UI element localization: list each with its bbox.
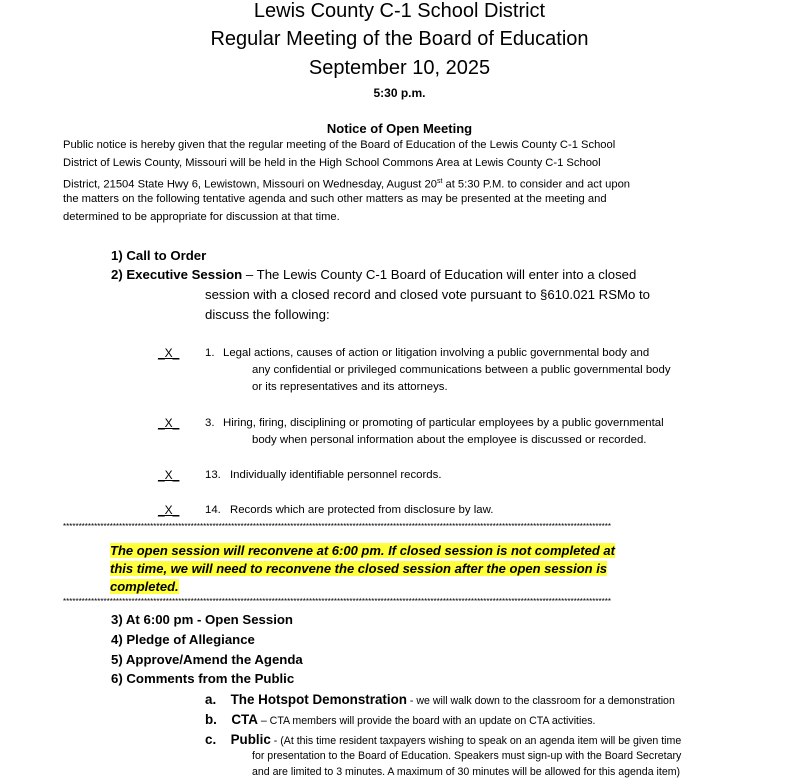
agenda-item-call-to-order: 1) Call to Order (111, 248, 207, 263)
closed-item-1-line-3: or its representatives and its attorneys. (252, 381, 448, 393)
closed-item-13-line-1: Individually identifiable personnel records. (230, 469, 442, 481)
separator-bottom: ******************************************************************************************************************************************************************************** (63, 597, 611, 606)
closed-item-3-line-1: Hiring, firing, disciplining or promoting of particular employees by a public governmental (223, 417, 664, 429)
sub-item-public (205, 731, 681, 749)
notice-heading: Notice of Open Meeting (326, 121, 473, 136)
separator-top: ******************************************************************************************************************************************************************************** (63, 522, 611, 531)
agenda-item-executive-session (111, 267, 636, 282)
notice-line-4: the matters on the following tentative agenda and such other matters as may be presented at the meeting and (63, 193, 607, 205)
closed-item-14-num: 14. (205, 504, 221, 516)
sub-item-hotspot-desc: - we will walk down to the classroom for a demonstration (406, 695, 675, 707)
sub-item-public-desc: - (At this time resident taxpayers wishing to speak on an agenda item will be given time (270, 735, 682, 747)
sub-item-hotspot (205, 691, 675, 709)
sub-item-public-line-3: and are limited to 3 minutes. A maximum of 30 minutes will be allowed for this agenda item) (252, 766, 681, 778)
closed-item-14-line-1: Records which are protected from disclosure by law. (230, 504, 494, 516)
highlight-line-1: The open session will reconvene at 6:00 pm. If closed session is not completed at (110, 543, 615, 558)
sub-item-hotspot-letter: a. (205, 692, 217, 707)
closed-item-14-mark: _X_ (158, 503, 180, 517)
notice-line-1: Public notice is hereby given that the regular meeting of the Board of Education of the Lewis County C-1 School (63, 139, 616, 151)
executive-session-label: 2) Executive Session (111, 267, 243, 282)
closed-item-3-line-2: body when personal information about the employee is discussed or recorded. (252, 434, 647, 446)
executive-session-desc: – The Lewis County C-1 Board of Education will enter into a closed (242, 267, 637, 282)
executive-session-line-2: session with a closed record and closed vote pursuant to §610.021 RSMo to (205, 287, 650, 302)
sub-item-cta-letter: b. (205, 712, 217, 727)
sub-item-public-title: Public (230, 732, 271, 747)
meeting-date: September 10, 2025 (308, 57, 491, 79)
closed-item-3-mark: _X_ (158, 416, 180, 430)
notice-line-3-text: District, 21504 State Hwy 6, Lewistown, Missouri on Wednesday, August 20 (63, 178, 437, 191)
sub-item-public-letter: c. (205, 732, 217, 747)
highlight-line-3: completed. (110, 579, 179, 594)
closed-item-1-num: 1. (205, 347, 215, 359)
sub-item-cta-title: CTA (231, 712, 258, 727)
executive-session-line-3: discuss the following: (205, 307, 330, 322)
sub-item-hotspot-title: The Hotspot Demonstration (230, 692, 407, 707)
agenda-item-pledge: 4) Pledge of Allegiance (111, 632, 255, 647)
meeting-time: 5:30 p.m. (373, 86, 426, 100)
agenda-item-public-comments: 6) Comments from the Public (111, 671, 295, 686)
sub-item-public-line-2: for presentation to the Board of Education. Speakers must sign-up with the Board Secretary (252, 750, 682, 762)
meeting-title: Regular Meeting of the Board of Education (210, 28, 589, 50)
sub-item-cta-desc: – CTA members will provide the board with an update on CTA activities. (257, 715, 596, 727)
closed-item-13-num: 13. (205, 469, 221, 481)
notice-line-3-tail: at 5:30 P.M. to consider and act upon (442, 178, 631, 191)
notice-line-5: determined to be appropriate for discussion at that time. (63, 211, 340, 223)
agenda-item-approve-agenda: 5) Approve/Amend the Agenda (111, 652, 303, 667)
notice-line-3-sup: st (436, 178, 443, 185)
closed-item-1-line-2: any confidential or privileged communications between a public governmental body (252, 364, 671, 376)
closed-item-13-mark: _X_ (158, 468, 180, 482)
district-title: Lewis County C-1 School District (253, 0, 546, 22)
notice-line-2: District of Lewis County, Missouri will be held in the High School Commons Area at Lewis County C-1 School (63, 157, 601, 169)
closed-item-1-line-1: Legal actions, causes of action or litigation involving a public governmental body and (223, 347, 650, 359)
closed-item-3-num: 3. (205, 417, 215, 429)
closed-item-1-mark: _X_ (158, 346, 180, 360)
agenda-item-open-session: 3) At 6:00 pm - Open Session (111, 612, 293, 627)
sub-item-cta (205, 711, 595, 729)
highlight-line-2: this time, we will need to reconvene the closed session after the open session is (110, 561, 608, 576)
